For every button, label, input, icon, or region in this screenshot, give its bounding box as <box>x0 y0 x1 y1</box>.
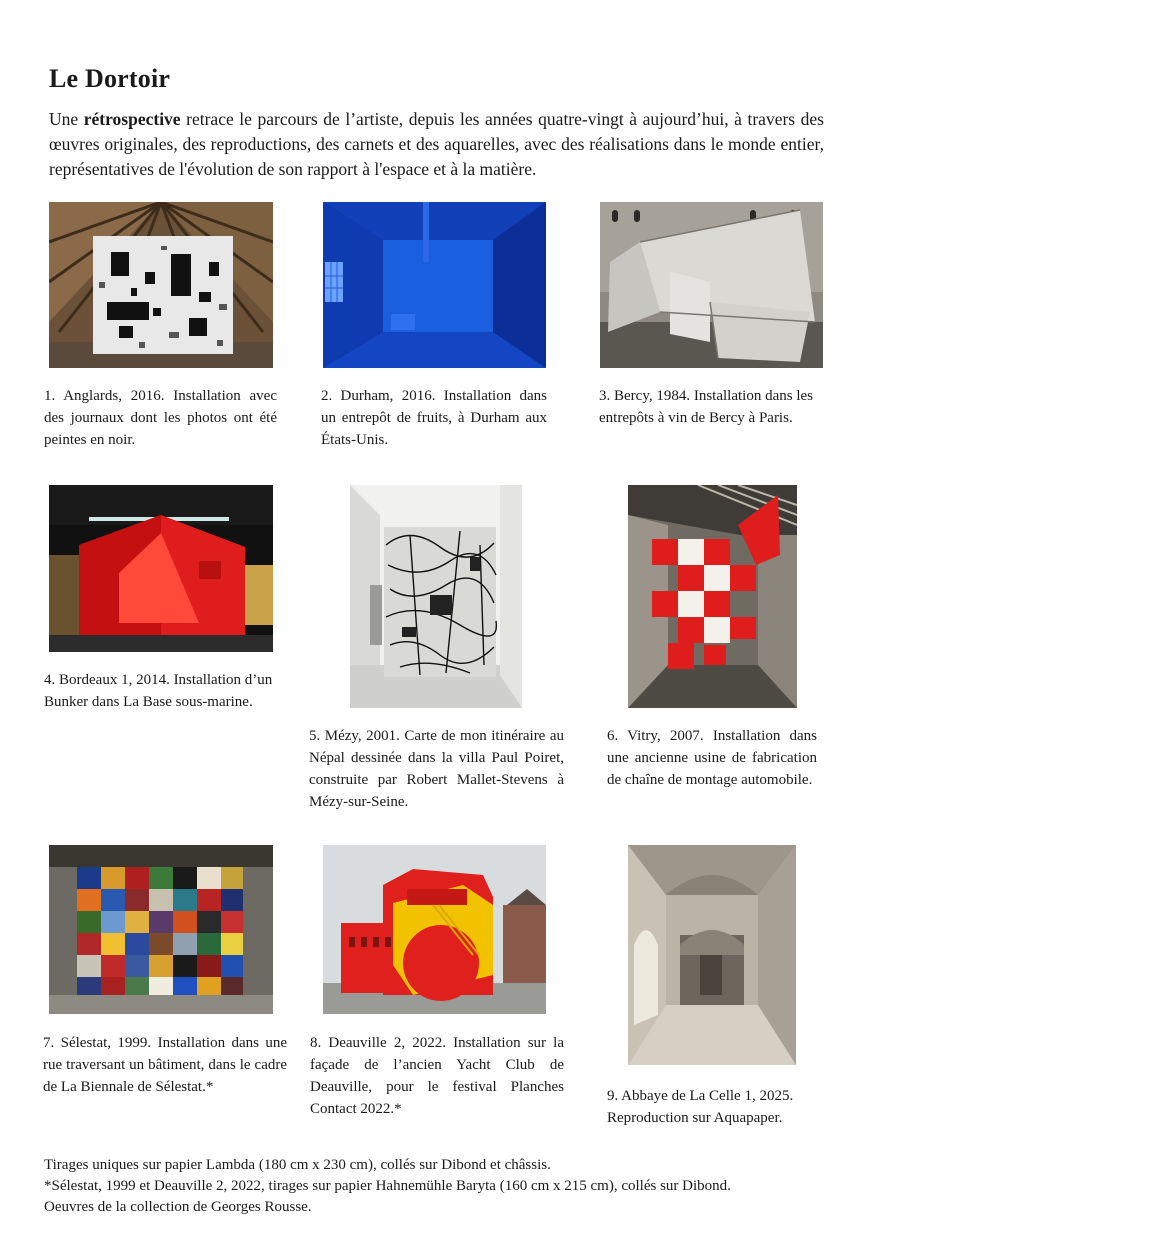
artwork-caption: 7. Sélestat, 1999. Installation dans une rue traversant un bâtiment, dans le cadre de La Biennale de Sélestat.* <box>43 1035 287 1095</box>
artwork-image-bercy <box>600 202 823 368</box>
footer-line: Oeuvres de la collection de Georges Rousse. <box>44 1199 312 1215</box>
artwork-image-anglards <box>49 202 273 368</box>
artwork-caption: 3. Bercy, 1984. Installation dans les entrepôts à vin de Bercy à Paris. <box>599 388 813 426</box>
page-title: Le Dortoir <box>49 64 171 93</box>
artwork-image-bordeaux <box>49 485 273 652</box>
footer-line: Tirages uniques sur papier Lambda (180 cm x 230 cm), collés sur Dibond et châssis. <box>44 1157 551 1173</box>
artwork-image-selestat <box>49 845 273 1014</box>
artwork-caption: 6. Vitry, 2007. Installation dans une ancienne usine de fabrication de chaîne de montage automobile. <box>607 728 817 788</box>
artwork-image-abbaye <box>628 845 796 1065</box>
artwork-caption: 2. Durham, 2016. Installation dans un entrepôt de fruits, à Durham aux États-Unis. <box>321 388 547 448</box>
footer-line: *Sélestat, 1999 et Deauville 2, 2022, tirages sur papier Hahnemühle Baryta (160 cm x 215 cm), collés sur Dibond. <box>44 1178 731 1194</box>
artwork-image-vitry <box>628 485 797 708</box>
artwork-caption: 5. Mézy, 2001. Carte de mon itinéraire au Népal dessinée dans la villa Paul Poiret, construite par Robert Mallet-Stevens à Mézy-sur-Seine. <box>309 728 564 810</box>
artwork-image-deauville <box>323 845 546 1014</box>
intro-after: retrace le parcours de l’artiste, depuis les années quatre-vingt à aujourd’hui, à travers des œuvres originales, des reproductions, des carnets et des aquarelles, avec des réalisations dans le monde entier, représentatives de l'évolution de son rapport à l'espace et à la matière. <box>49 109 824 179</box>
artwork-caption: 1. Anglards, 2016. Installation avec des journaux dont les photos ont été peintes en noir. <box>44 388 277 448</box>
intro-bold: rétrospective <box>83 109 181 129</box>
intro-paragraph <box>49 107 824 182</box>
artwork-caption: 9. Abbaye de La Celle 1, 2025. Reproduction sur Aquapaper. <box>607 1088 794 1126</box>
artwork-caption: 4. Bordeaux 1, 2014. Installation d’un Bunker dans La Base sous-marine. <box>44 672 273 710</box>
artwork-caption: 8. Deauville 2, 2022. Installation sur la façade de l’ancien Yacht Club de Deauville, pour le festival Planches Contact 2022.* <box>310 1035 564 1117</box>
artwork-image-durham <box>323 202 546 368</box>
artwork-image-mezy <box>350 485 522 708</box>
footer-notes <box>44 1155 844 1218</box>
intro-before: Une <box>49 109 84 129</box>
